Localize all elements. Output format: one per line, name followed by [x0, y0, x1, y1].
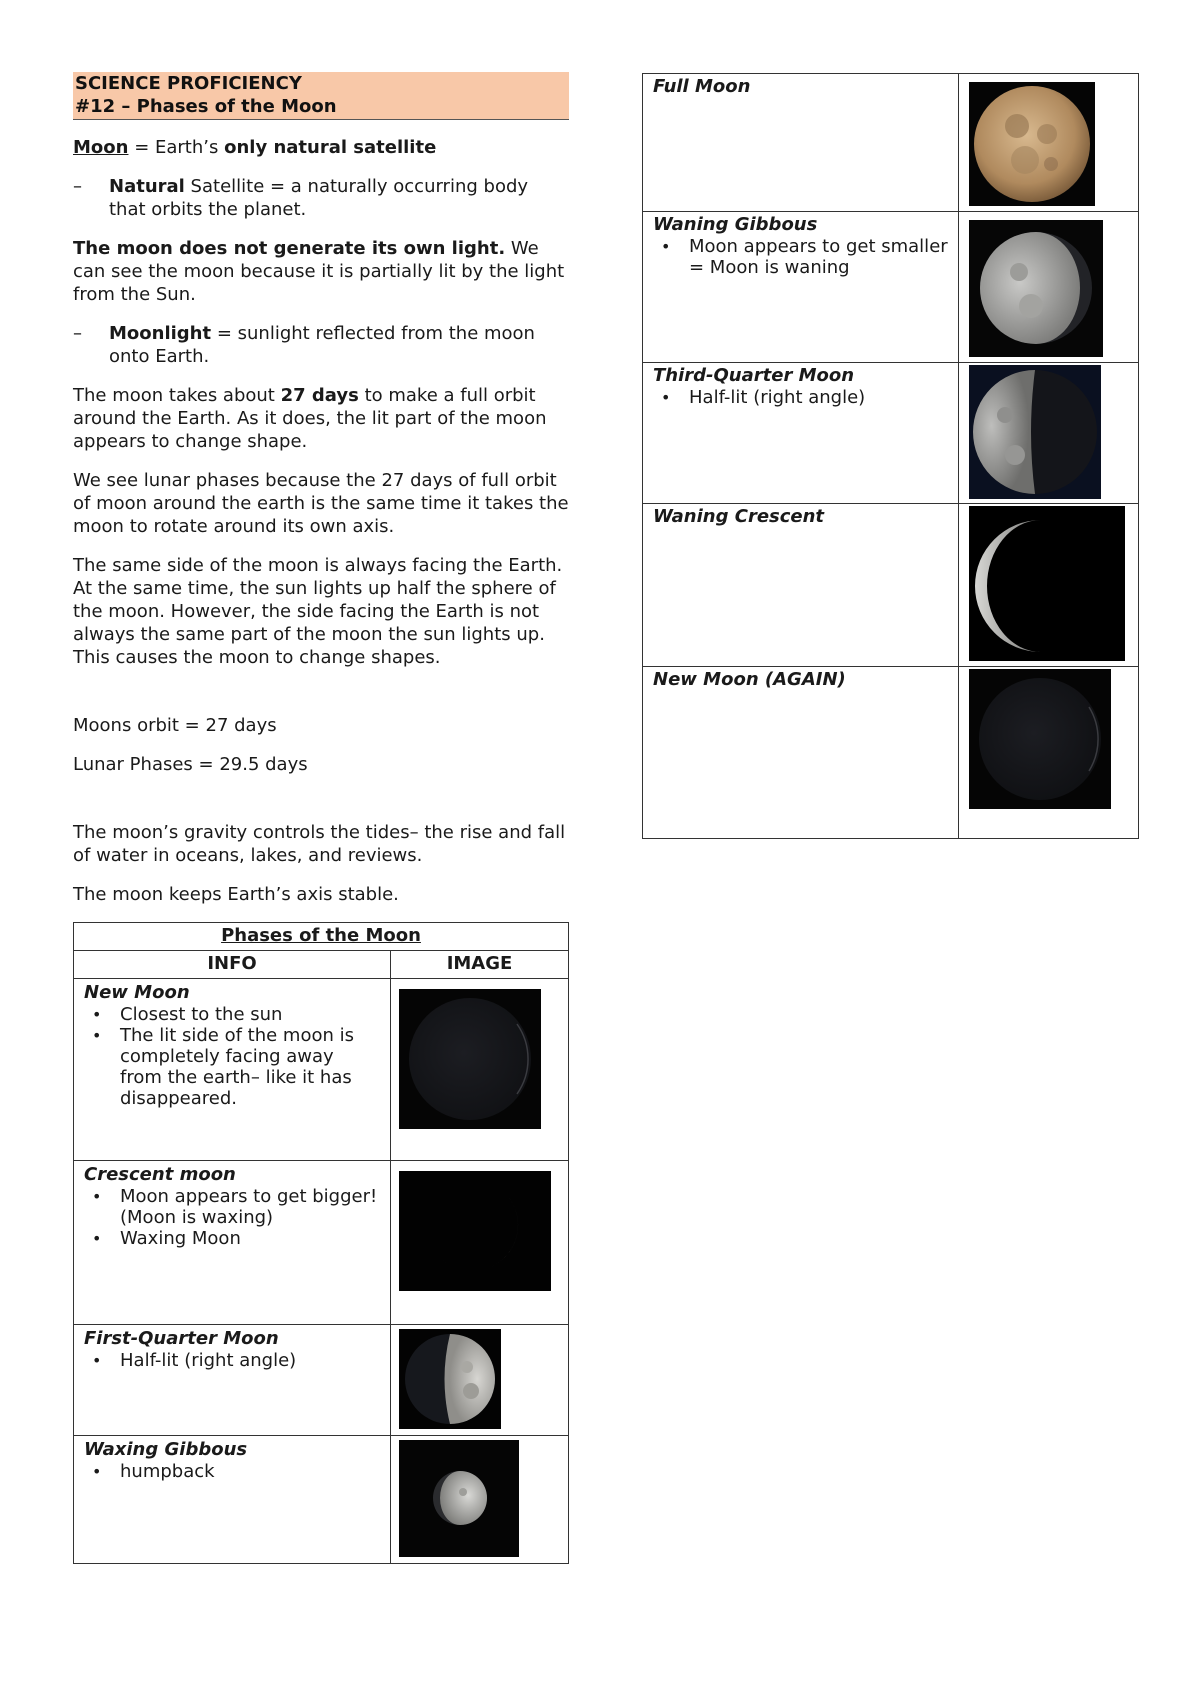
phase-bullet: • Waxing Moon [92, 1228, 241, 1249]
phase-title: Full Moon [653, 76, 751, 97]
phases-table [73, 922, 569, 1564]
phase-bullet: • Moon appears to get bigger! (Moon is waxing) [92, 1186, 378, 1228]
phase-image-cell [391, 1161, 569, 1325]
phase-image-cell [391, 1436, 569, 1564]
phase-title: New Moon [84, 982, 190, 1003]
tides-paragraph: The moon’s gravity controls the tides– the rise and fall of water in oceans, lakes, and reviews. [73, 822, 566, 866]
column-header-image: IMAGE [391, 951, 569, 979]
phase-info [643, 504, 959, 667]
phase-bullet: • Moon appears to get smaller = Moon is waning [661, 236, 948, 278]
waning-crescent-moon-image [969, 506, 1125, 661]
column-header-info: INFO [74, 951, 391, 979]
waxing-gibbous-moon-image [399, 1440, 519, 1557]
moon-term: Moon [73, 137, 129, 158]
phase-days: Lunar Phases = 29.5 days [73, 754, 308, 775]
phase-info [74, 979, 391, 1161]
phase-title: Third-Quarter Moon [653, 365, 855, 386]
phases-table-continued [642, 73, 1139, 839]
phase-title: Waxing Gibbous [84, 1439, 248, 1460]
satellite-definition: – Natural Satellite = a naturally occurring body that orbits the planet. [73, 176, 529, 220]
dash-marker: – [73, 176, 82, 197]
first-quarter-moon-image [399, 1329, 501, 1429]
phase-info [74, 1325, 391, 1436]
phase-info [74, 1161, 391, 1325]
phase-title: First-Quarter Moon [84, 1328, 279, 1349]
phase-image-cell [959, 667, 1139, 839]
phase-info [643, 363, 959, 504]
header-subject: SCIENCE PROFICIENCY [75, 73, 302, 94]
same-side-paragraph: The same side of the moon is always facing the Earth. At the same time, the sun lights up half the sphere of the moon. However, the side facing the Earth is not always the same part of the moon the sun lights up. This causes the moon to change shapes. [73, 555, 563, 668]
table-caption: Phases of the Moon [74, 923, 569, 951]
phase-image-cell [391, 1325, 569, 1436]
new-moon-image [399, 989, 541, 1129]
phase-title: New Moon (AGAIN) [653, 669, 846, 690]
phase-bullet: • Half-lit (right angle) [92, 1350, 297, 1371]
waning-gibbous-moon-image [969, 220, 1103, 357]
table-row [74, 1325, 569, 1436]
lunar-phases-paragraph: We see lunar phases because the 27 days of full orbit of moon around the earth is the same time it takes the moon to rotate around its own axis. [73, 470, 569, 537]
phase-info [643, 667, 959, 839]
moon-definition: Moon = Earth’s only natural satellite [73, 137, 437, 158]
phase-info [643, 212, 959, 363]
dash-marker: – [73, 323, 82, 344]
new-moon-again-image [969, 669, 1111, 809]
table-row [74, 1436, 569, 1564]
phase-title: Crescent moon [84, 1164, 236, 1185]
worksheet-header [73, 72, 569, 120]
phase-title: Waning Gibbous [653, 214, 818, 235]
orbit-paragraph: The moon takes about 27 days to make a full orbit around the Earth. As it does, the lit part of the moon appears to change shape. [73, 385, 547, 452]
light-paragraph: The moon does not generate its own light. We can see the moon because it is partially lit by the light from the Sun. [73, 238, 565, 305]
full-moon-image [969, 82, 1095, 206]
phase-image-cell [391, 979, 569, 1161]
table-row [74, 979, 569, 1161]
orbit-days: Moons orbit = 27 days [73, 715, 277, 736]
table-row [643, 212, 1139, 363]
moonlight-definition: – Moonlight = sunlight reflected from the moon onto Earth. [73, 323, 535, 367]
header-title: #12 – Phases of the Moon [75, 96, 337, 117]
phase-image-cell [959, 504, 1139, 667]
left-column [73, 72, 569, 1564]
phase-bullet: • Closest to the sun [92, 1004, 283, 1025]
phase-bullet: • Half-lit (right angle) [661, 387, 866, 408]
third-quarter-moon-image [969, 365, 1101, 499]
phase-info [643, 74, 959, 212]
table-row [643, 74, 1139, 212]
right-column [642, 73, 1139, 839]
phase-image-cell [959, 212, 1139, 363]
phase-image-cell [959, 74, 1139, 212]
phase-image-cell [959, 363, 1139, 504]
crescent-moon-image [399, 1171, 551, 1291]
table-row [643, 363, 1139, 504]
table-row [643, 667, 1139, 839]
table-row [74, 1161, 569, 1325]
phase-info [74, 1436, 391, 1564]
phase-bullet: • humpback [92, 1461, 215, 1482]
axis-paragraph: The moon keeps Earth’s axis stable. [73, 884, 399, 905]
table-row [643, 504, 1139, 667]
phase-bullet: • The lit side of the moon is completely facing away from the earth– like it has disappeared. [92, 1025, 354, 1109]
phase-title: Waning Crescent [653, 506, 825, 527]
